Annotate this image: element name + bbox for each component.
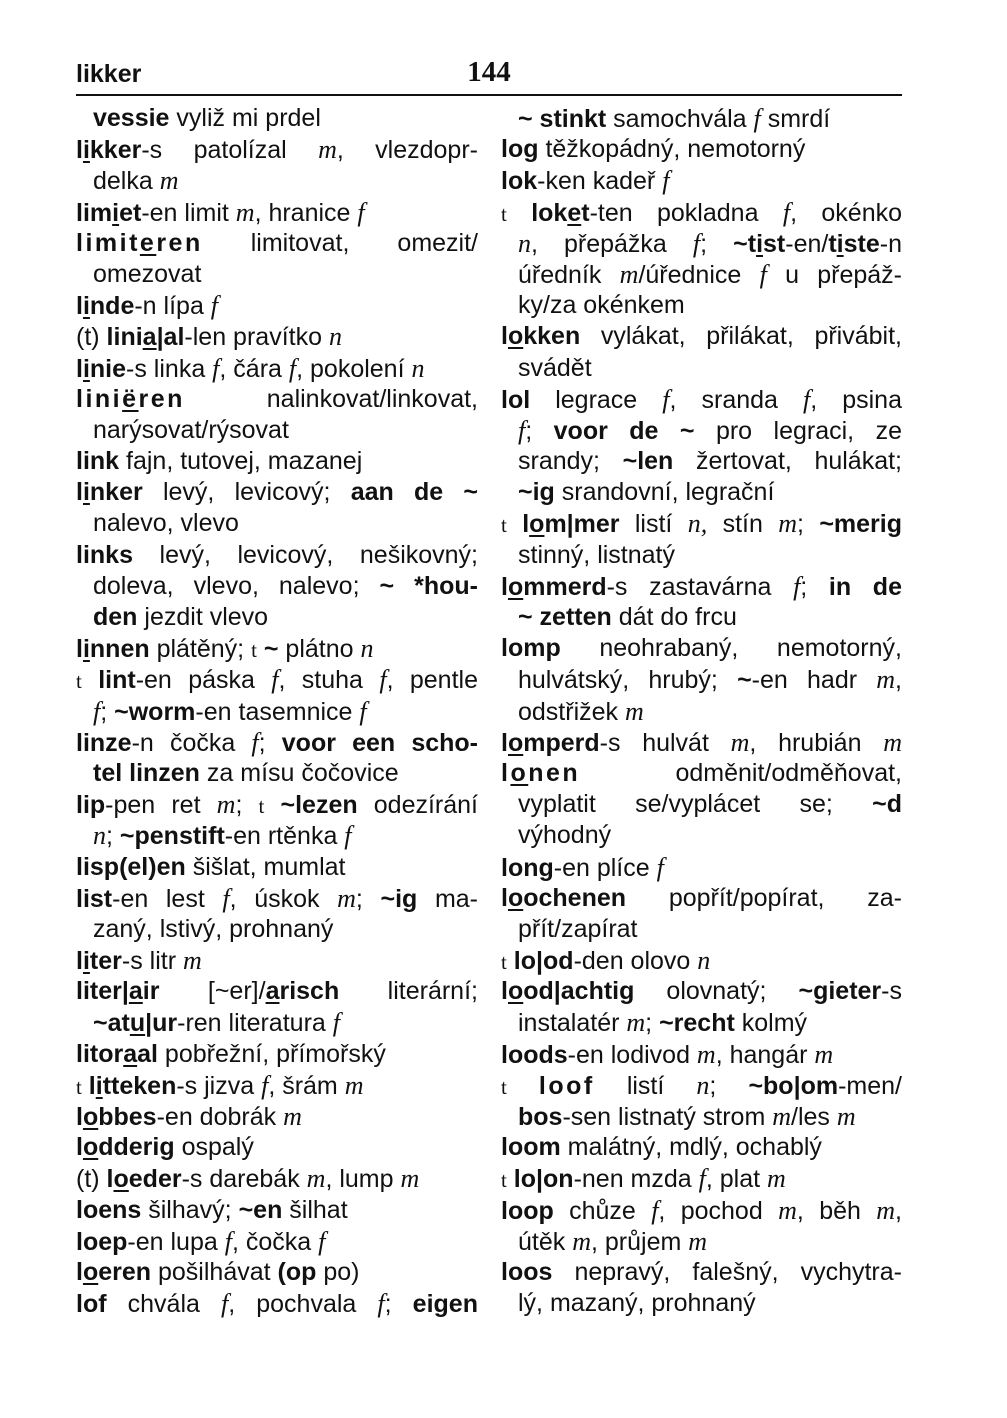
dictionary-line: t loof listí n; ~bo|om-men/ xyxy=(501,1070,902,1100)
dictionary-line: linde-n lípa f xyxy=(76,291,219,321)
dictionary-line: lof chvála f, pochvala f; eigen xyxy=(76,1289,478,1319)
dictionary-line: ~ stinkt samochvála f smrdí xyxy=(518,104,831,133)
dictionary-line: links levý, levicový, nešikovný; xyxy=(76,540,478,569)
dictionary-line: n; ~penstift-en rtěnka f xyxy=(93,821,352,851)
dictionary-line: limiteren limitovat, omezit/ xyxy=(76,228,478,257)
dictionary-line: linie-s linka f, čára f, pokolení n xyxy=(76,353,425,383)
dictionary-line: loop chůze f, pochod m, běh m, xyxy=(501,1195,902,1225)
dictionary-line: log těžkopádný, nemotorný xyxy=(501,135,806,164)
dictionary-line: linnen plátěný; t ~ plátno n xyxy=(76,634,374,664)
page-number: 144 xyxy=(467,56,511,88)
dictionary-line: stinný, listnatý xyxy=(518,540,676,569)
dictionary-line: loos nepravý, falešný, vychytra- xyxy=(501,1257,902,1286)
dictionary-line: liniëren nalinkovat/linkovat, xyxy=(76,384,478,413)
dictionary-line: lip-pen ret m; t ~lezen odezírání xyxy=(76,790,478,820)
dictionary-line: loochenen popřít/popírat, za- xyxy=(501,883,902,912)
dictionary-line: loep-en lupa f, čočka f xyxy=(76,1226,326,1256)
dictionary-line: t lo|on-nen mzda f, plat m xyxy=(501,1164,786,1194)
dictionary-line: lomperd-s hulvát m, hrubián m xyxy=(501,727,902,757)
header-rule xyxy=(76,94,902,96)
dictionary-line: den jezdit vlevo xyxy=(93,603,269,631)
dictionary-line: liter-s litr m xyxy=(76,946,202,976)
dictionary-line: bos-sen listnatý strom m/les m xyxy=(518,1102,856,1131)
dictionary-line: loods-en lodivod m, hangár m xyxy=(501,1039,834,1069)
dictionary-line: n, přepážka f; ~tist-en/tiste-n xyxy=(518,228,902,258)
dictionary-line: ~atu|ur-ren literatura f xyxy=(93,1008,340,1038)
dictionary-line: lisp(el)en šišlat, mumlat xyxy=(76,852,346,881)
dictionary-line: lý, mazaný, prohnaný xyxy=(518,1289,756,1318)
dictionary-line: ~ig srandovní, legrační xyxy=(518,478,775,507)
right-column xyxy=(501,103,902,1319)
running-headword: likker xyxy=(76,60,142,88)
dictionary-line: narýsovat/rýsovat xyxy=(93,415,289,444)
dictionary-line: linze-n čočka f; voor een scho- xyxy=(76,727,478,757)
dictionary-line: loens šilhavý; ~en šilhat xyxy=(76,1195,348,1224)
dictionary-line: (t) linia|al-len pravítko n xyxy=(76,322,342,352)
dictionary-line: lomp neohrabaný, nemotorný, xyxy=(501,634,902,663)
dictionary-line: linker levý, levicový; aan de ~ xyxy=(76,478,478,507)
dictionary-line: (t) loeder-s darebák m, lump m xyxy=(76,1164,420,1194)
dictionary-line: lommerd-s zastavárna f; in de xyxy=(501,571,902,601)
dictionary-line: limiet-en limit m, hranice f xyxy=(76,197,365,227)
left-column xyxy=(76,103,478,1319)
dictionary-line: f; ~worm-en tasemnice f xyxy=(93,696,367,726)
dictionary-line: loom malátný, mdlý, ochablý xyxy=(501,1133,822,1162)
dictionary-line: hulvátský, hrubý; ~-en hadr m, xyxy=(518,665,902,695)
dictionary-line: lood|achtig olovnatý; ~gieter-s xyxy=(501,977,902,1006)
dictionary-line: t litteken-s jizva f, šrám m xyxy=(76,1070,364,1100)
dictionary-line: lobbes-en dobrák m xyxy=(76,1102,302,1131)
dictionary-line: nalevo, vlevo xyxy=(93,509,239,538)
dictionary-line: t loket-ten pokladna f, okénko xyxy=(501,197,902,227)
dictionary-line: lodderig ospalý xyxy=(76,1133,254,1162)
dictionary-line: vyplatit se/vyplácet se; ~d xyxy=(518,790,902,819)
dictionary-line: liter|air [~er]/arisch literární; xyxy=(76,977,478,1006)
dictionary-line: list-en lest f, úskok m; ~ig ma- xyxy=(76,883,478,913)
dictionary-line: lokken vylákat, přilákat, přivábit, xyxy=(501,322,902,351)
dictionary-line: lonen odměnit/odměňovat, xyxy=(501,758,902,787)
dictionary-line: t lom|mer listí n, stín m; ~merig xyxy=(501,509,902,539)
dictionary-line: zaný, lstivý, prohnaný xyxy=(93,914,334,943)
page-header xyxy=(76,58,902,92)
dictionary-line: t lo|od-den olovo n xyxy=(501,946,711,976)
dictionary-line: tel linzen za mísu čočovice xyxy=(93,758,399,787)
dictionary-line: omezovat xyxy=(93,259,202,288)
dictionary-line: lok-ken kadeř f xyxy=(501,166,670,196)
dictionary-line: odstřižek m xyxy=(518,696,644,726)
dictionary-line: lol legrace f, sranda f, psina xyxy=(501,384,902,414)
dictionary-line: link fajn, tutovej, mazanej xyxy=(76,447,363,476)
dictionary-line: t lint-en páska f, stuha f, pentle xyxy=(76,665,478,695)
dictionary-line: útěk m, průjem m xyxy=(518,1226,708,1256)
dictionary-line: f; voor de ~ pro legraci, ze xyxy=(518,415,902,445)
dictionary-line: výhodný xyxy=(518,821,612,850)
dictionary-line: instalatér m; ~recht kolmý xyxy=(518,1008,808,1038)
dictionary-line: ky/za okénkem xyxy=(518,291,685,320)
dictionary-line: delka m xyxy=(93,166,179,196)
dictionary-line: doleva, vlevo, nalevo; ~ *hou- xyxy=(93,571,478,600)
dictionary-line: likker-s patolízal m, vlezdopr- xyxy=(76,135,478,165)
dictionary-line: svádět xyxy=(518,353,592,382)
dictionary-line: srandy; ~len žertovat, hulákat; xyxy=(518,447,902,476)
dictionary-line: vessie vyliž mi prdel xyxy=(93,104,321,132)
dictionary-line: litoraal pobřežní, přímořský xyxy=(76,1039,386,1068)
dictionary-line: ~ zetten dát do frcu xyxy=(518,603,737,631)
dictionary-line: úředník m/úřednice f u přepáž- xyxy=(518,259,902,289)
dictionary-line: přít/zapírat xyxy=(518,914,638,943)
dictionary-line: long-en plíce f xyxy=(501,852,664,882)
dictionary-line: loeren pošilhávat (op po) xyxy=(76,1257,360,1286)
